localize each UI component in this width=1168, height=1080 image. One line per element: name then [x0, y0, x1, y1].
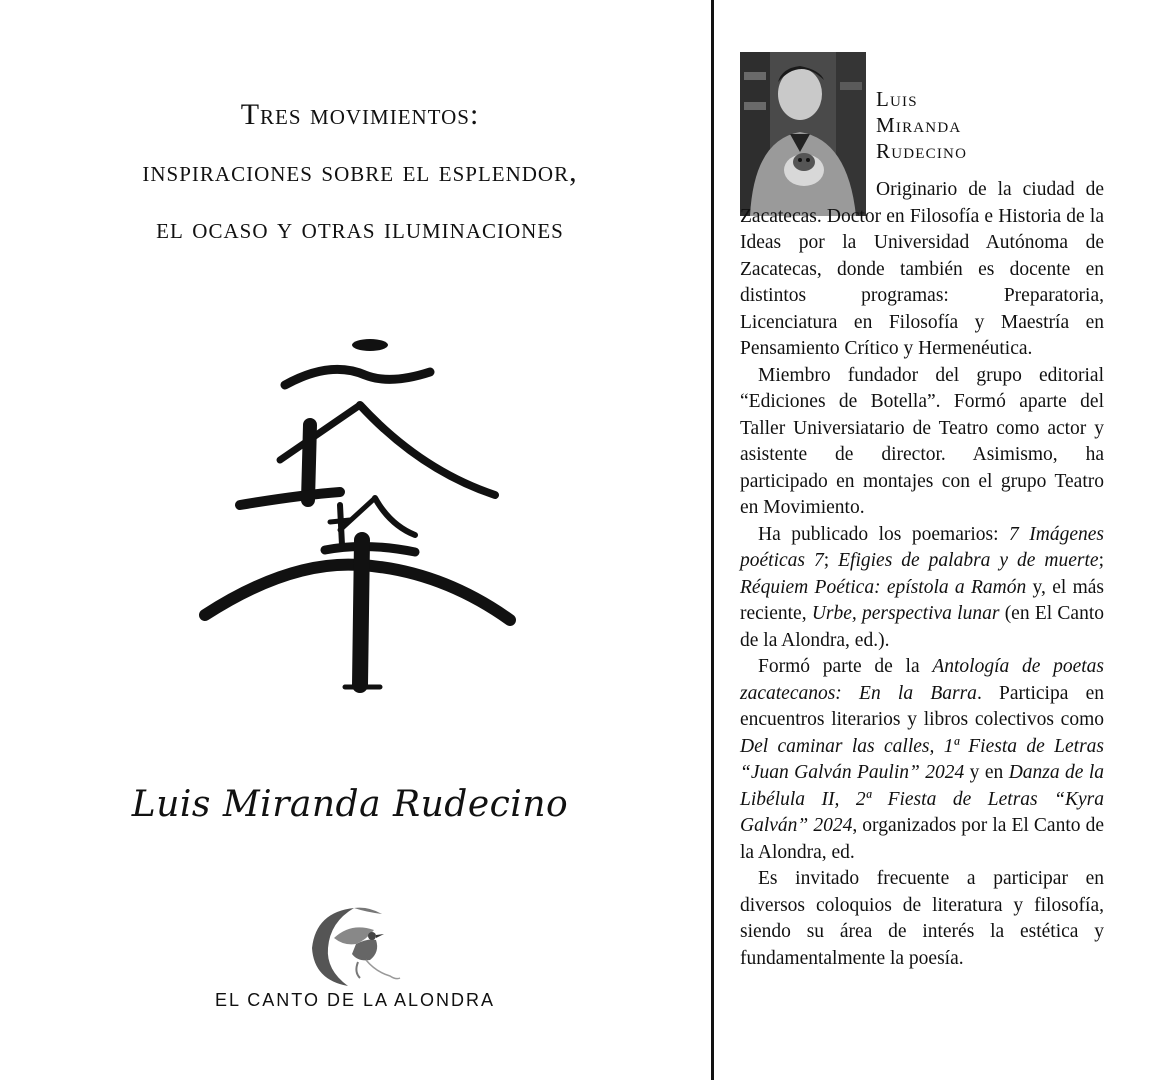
title-line-1: Tres movimientos: [240, 98, 480, 131]
title-line-3: el ocaso y otras iluminaciones [156, 212, 564, 245]
author-biography [740, 177, 1104, 972]
bio-name-line-2: Miranda [876, 113, 962, 137]
book-title-italic: 7 Imágenes poéticas 7 [740, 523, 1104, 571]
book-title-italic: Urbe, perspectiva lunar [811, 603, 1000, 624]
bio-paragraph-3: Ha publicado los poemarios: 7 Imágenes poéticas 7; Efigies de palabra y de muerte; Réquiem Poética: epístola a Ramón y, el más reciente, Urbe, perspectiva lunar (en El Canto de la Alondra, ed.). [740, 523, 1105, 651]
book-title-italic: Réquiem Poética: epístola a Ramón [740, 576, 1027, 598]
title-line-2: inspiraciones sobre el esplendor, [142, 155, 578, 188]
book-title-italic: Danza de la Libélula II, 2ª Fiesta de Letras “Kyra Galván” 2024 [740, 762, 1105, 836]
author-name: Luis Miranda Rudecino [131, 784, 569, 825]
book-title-italic: Antología de poetas zacatecanos: En la Barra [740, 656, 1104, 704]
bio-paragraph-2: Miembro fundador del grupo editorial “Ediciones de Botella”. Formó aparte del Taller Universiatario de Teatro como actor y asistente de director. Asimismo, ha participado en montajes con el grupo Teatro en Movimiento. [740, 364, 1104, 518]
calligraphic-glyph-icon [190, 330, 530, 700]
lark-bird-logo-icon [296, 900, 416, 990]
right-page [714, 0, 1168, 1080]
bio-paragraph-5: Es invitado frecuente a participar en diversos coloquios de literatura y filosofía, siendo su área de interés la estética y fundamentalmente la poesía. [740, 868, 1104, 969]
bio-paragraph-1: Originario de la ciudad de Zacatecas. Doctor en Filosofía e Historia de la Ideas por la Universidad Autónoma de Zacatecas, donde también es docente en distintos programas: Preparatoria, Licenciatura en Filosofía y Maestría en Pensamiento Crítico y Hermenéutica. [740, 179, 1104, 359]
bio-paragraph-4: Formó parte de la Antología de poetas zacatecanos: En la Barra. Participa en encuentros literarios y libros colectivos como Del caminar las calles, 1ª Fiesta de Letras “Juan Galván Paulin” 2024 y en Danza de la Libélula II, 2ª Fiesta de Letras “Kyra Galván” 2024, organizados por la El Canto de la Alondra, ed. [740, 656, 1105, 863]
bio-name-line-3: Rudecino [876, 139, 968, 163]
book-title [60, 86, 660, 257]
bio-author-name [876, 86, 967, 164]
publisher-name: EL CANTO DE LA ALONDRA [214, 990, 496, 1010]
book-title-italic: Del caminar las calles, 1ª Fiesta de Letras “Juan Galván Paulin” 2024 [740, 735, 1104, 783]
book-title-italic: Efigies de palabra y de muerte [838, 550, 1099, 571]
bio-name-line-1: Luis [876, 87, 918, 111]
